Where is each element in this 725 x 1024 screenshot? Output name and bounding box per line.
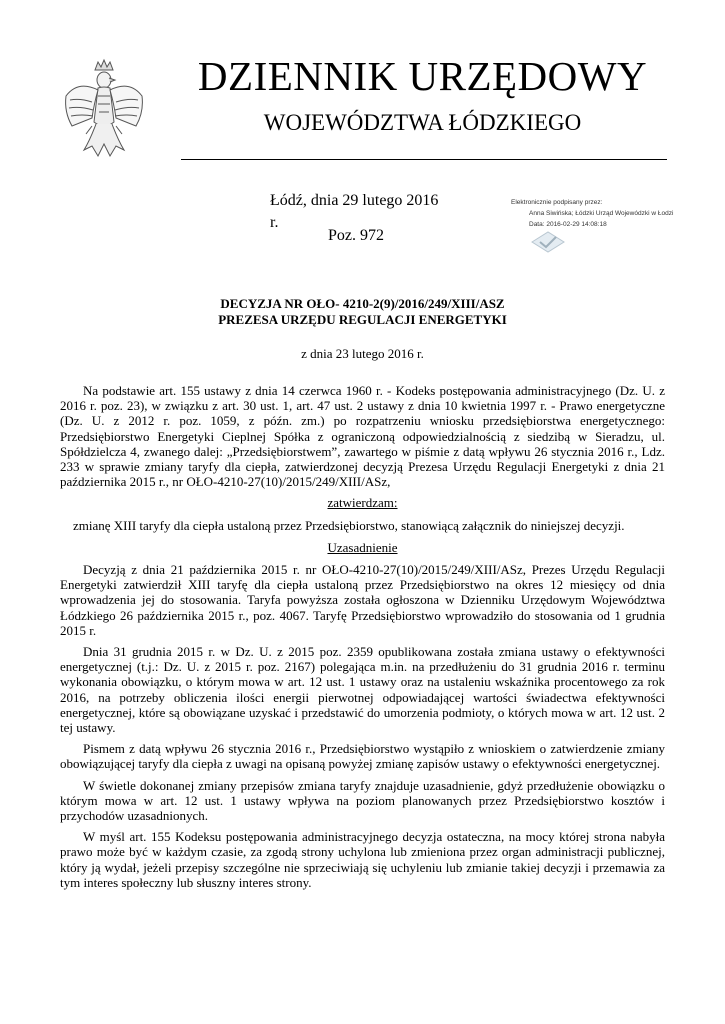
paragraph-justification-4: W świetle dokonanej zmiany przepisów zmiana taryfy znajduje uzasadnienie, gdyż przedłużenie obowiązku o którym mowa w art. 12 ust. 1 ustawy wpływa na poziom planowanych przez Przedsiębiorstwo kosztów i przychodów uzasadnionych. <box>60 777 665 824</box>
signature-label: Elektronicznie podpisany przez: <box>511 199 603 206</box>
decision-authority: PREZESA URZĘDU REGULACJI ENERGETYKI <box>218 312 507 327</box>
page-title: DZIENNIK URZĘDOWY <box>197 53 648 99</box>
decision-heading <box>60 296 665 328</box>
paragraph-justification-3: Pismem z datą wpływu 26 stycznia 2016 r., Przedsiębiorstwo wystąpiło z wnioskiem o zatwierdzenie zmiany obowiązującej taryfy dla ciepła z uwagi na opisaną powyżej zmianę zapisów ustawy o efektywności energetycznej. <box>60 741 665 772</box>
justification-heading <box>60 540 665 555</box>
signature-check-icon <box>530 230 566 254</box>
approval-label: zatwierdzam: <box>327 495 398 511</box>
header-divider <box>181 159 667 160</box>
signature-signer: Anna Siwińska; Łódzki Urząd Wojewódzki w Łodzi <box>529 210 674 217</box>
signature-date: Data: 2016-02-29 14:08:18 <box>529 221 607 228</box>
approval-heading <box>60 495 665 510</box>
decision-date: z dnia 23 lutego 2016 r. <box>301 346 424 361</box>
position-number: Poz. 972 <box>328 227 384 244</box>
justification-label: Uzasadnienie <box>327 539 398 555</box>
paragraph-justification-5: W myśl art. 155 Kodeksu postępowania administracyjnego decyzja ostateczna, na mocy której strona nabyła prawo może być w każdym czasie, za zgodą strony uchylona lub zmieniona przez organ administracji publicznej, który ją wydał, jeżeli przepisy szczególne nie sprzeciwiają się uchyleniu lub zmianie takiej decyzji i przemawia za tym interes społeczny lub słuszny interes strony. <box>60 829 665 890</box>
paragraph-legal-basis: Na podstawie art. 155 ustawy z dnia 14 czerwca 1960 r. - Kodeks postępowania administracyjnego (Dz. U. z 2016 r. poz. 23), w związku z art. 30 ust. 1, art. 47 ust. 2 ustawy z dnia 10 kwietnia 1997 r. - Prawo energetyczne (Dz. U. z 2012 r. poz. 1059, z późn. zm.) po rozpatrzeniu wniosku przedsiębiorstwa energetycznego: Przedsiębiorstwo Energetyki Cieplnej Spółka z ograniczoną odpowiedzialnością z siedzibą w Sieradzu, ul. Spółdzielcza 4, zwanego dalej: „Przedsiębiorstwem”, zawartego w piśmie z datą wpływu 26 stycznia 2016 r., Ldz. 233 w sprawie zmiany taryfy dla ciepła, zatwierdzonej decyzją Prezesa Urzędu Regulacji Energetyki z dnia 21 października 2015 r., nr OŁO-4210-27(10)/2015/249/XIII/ASz, <box>60 383 665 490</box>
document-body <box>60 383 665 896</box>
publication-date: Łódź, dnia 29 lutego 2016 r. <box>270 192 439 231</box>
paragraph-justification-2: Dnia 31 grudnia 2015 r. w Dz. U. z 2015 poz. 2359 opublikowana została zmiana ustawy o efektywności energetycznej (t.j.: Dz. U. z 2015 r. poz. 2167) polegająca m.in. na przedłużeniu do 31 grudnia 2016 r. terminu wykonania obowiązku, o którym mowa w art. 12 ust. 1 ustawy oraz na ustaleniu wskaźnika procentowego za rok 2016, na potrzeby obliczenia ilości energii pierwotnej odpowiadającej wartości świadectwa efektywności energetycznej, które są obowiązane uzyskać i przedstawić do umorzenia podmioty, o których mowa w art. 12 ust. 2 tej ustawy. <box>60 644 665 736</box>
page-subtitle: WOJEWÓDZTWA ŁÓDZKIEGO <box>263 110 582 135</box>
eagle-emblem-icon <box>62 56 146 164</box>
electronic-signature <box>511 197 716 230</box>
paragraph-approval: zmianę XIII taryfy dla ciepła ustaloną przez Przedsiębiorstwo, stanowiącą załącznik do niniejszej decyzji. <box>73 517 625 533</box>
decision-number: DECYZJA NR OŁO- 4210-2(9)/2016/249/XIII/ASZ <box>220 296 505 311</box>
paragraph-justification-1: Decyzją z dnia 21 października 2015 r. nr OŁO-4210-27(10)/2015/249/XIII/ASz, Prezes Urzędu Regulacji Energetyki zatwierdził XIII taryfę dla ciepła ustaloną przez Przedsiębiorstwo na okres 12 miesięcy od dnia wprowadzenia jej do stosowania. Taryfa powyższa została ogłoszona w Dzienniku Urzędowym Województwa Łódzkiego 26 października 2015 r., poz. 4067. Taryfę Przedsiębiorstwo wprowadziło do stosowania od 1 grudnia 2015 r. <box>60 562 665 638</box>
